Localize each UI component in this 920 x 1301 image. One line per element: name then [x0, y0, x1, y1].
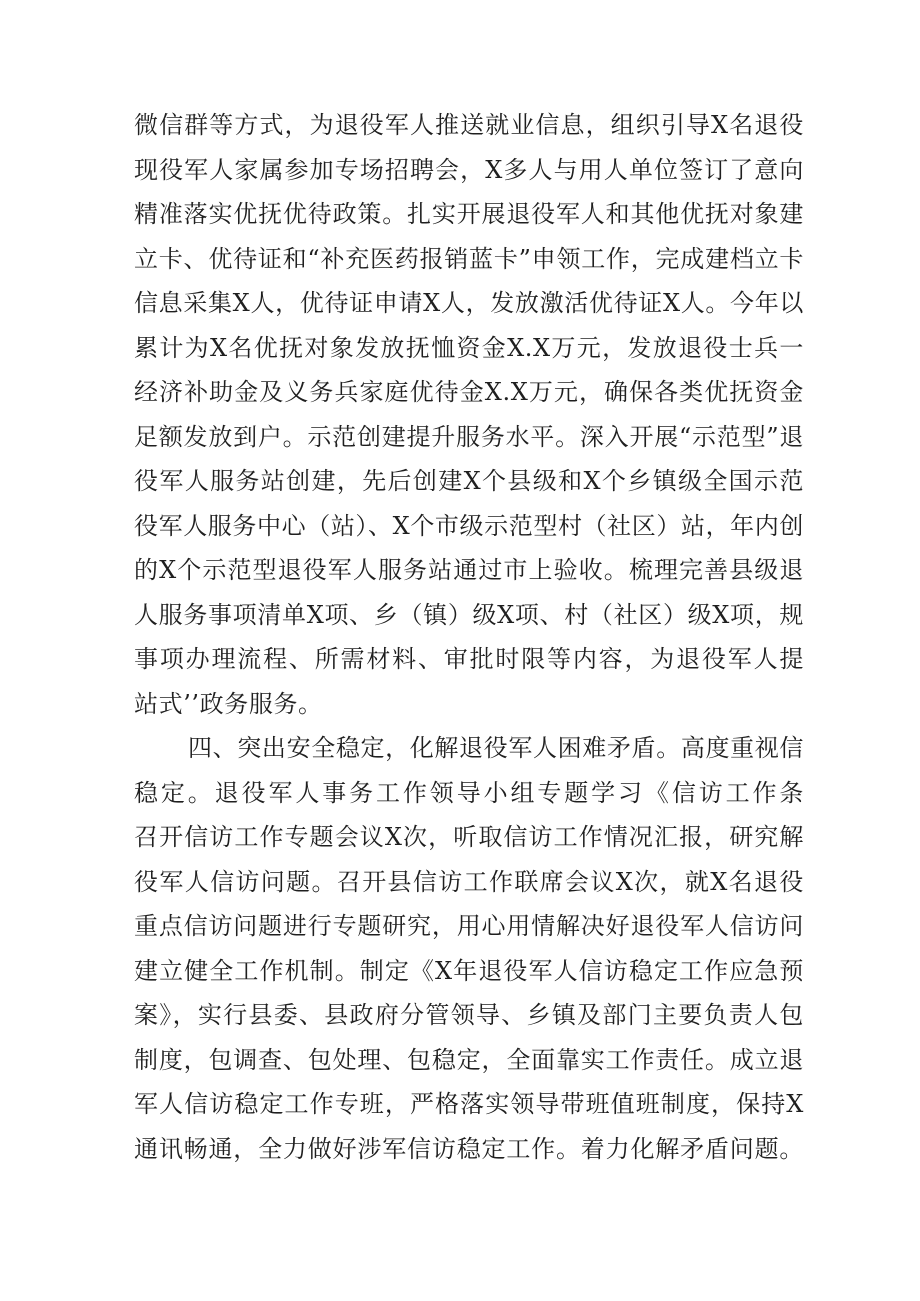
text-line: 精准落实优抚优待政策。扎实开展退役军人和其他优抚对象建 [134, 200, 804, 228]
text-line: 现役军人家属参加专场招聘会，X多人与用人单位签订了意向 [134, 155, 804, 184]
text-line: 案》，实行县委、县政府分管领导、乡镇及部门主要负责人包 [134, 1001, 804, 1029]
text-line: 重点信访问题进行专题研究，用心用情解决好退役军人信访问 [134, 912, 804, 940]
text-line: 通讯畅通，全力做好涉军信访稳定工作。着力化解矛盾问题。 [134, 1134, 804, 1163]
text-line: 制度，包调查、包处理、包稳定，全面靠实工作责任。成立退 [134, 1045, 804, 1074]
text-line: 立卡、优待证和“补充医药报销蓝卡”申领工作，完成建档立卡 [134, 244, 804, 273]
text-line: 信息采集X人，优待证申请X人，发放激活优待证X人。今年以 [134, 289, 804, 317]
text-line: 役军人信访问题。召开县信访工作联席会议X次，就X名退役 [134, 867, 804, 896]
text-line: 人服务事项清单X项、乡（镇）级X项、村（社区）级X项，规 [134, 600, 804, 629]
text-line: 军人信访稳定工作专班，严格落实领导带班值班制度，保持X [134, 1090, 804, 1118]
paragraph-heading-line: 四、突出安全稳定，化解退役军人困难矛盾。高度重视信 [188, 734, 804, 762]
text-line: 微信群等方式，为退役军人推送就业信息，组织引导X名退役 [134, 111, 804, 139]
text-line: 事项办理流程、所需材料、审批时限等内容，为退役军人提 [134, 645, 804, 673]
document-body [134, 103, 804, 1171]
text-line: 役军人服务中心（站）、X个市级示范型村（社区）站，年内创 [134, 511, 804, 540]
text-line: 足额发放到户。示范创建提升服务水平。深入开展“示范型”退 [134, 422, 804, 451]
text-line: 的X个示范型退役军人服务站通过市上验收。梳理完善县级退 [134, 556, 804, 584]
text-line: 召开信访工作专题会议X次，听取信访工作情况汇报，研究解 [134, 823, 804, 851]
text-line: 稳定。退役军人事务工作领导小组专题学习《信访工作条 [134, 778, 804, 807]
text-line: 役军人服务站创建，先后创建X个县级和X个乡镇级全国示范 [134, 467, 804, 495]
text-line: 建立健全工作机制。制定《X年退役军人信访稳定工作应急预 [134, 956, 804, 985]
text-line: 累计为X名优抚对象发放抚恤资金X.X万元，发放退役士兵一 [134, 333, 804, 362]
text-line: 站式’’政务服务。 [134, 689, 323, 718]
text-line: 经济补助金及义务兵家庭优待金X.X万元，确保各类优抚资金 [134, 378, 804, 406]
